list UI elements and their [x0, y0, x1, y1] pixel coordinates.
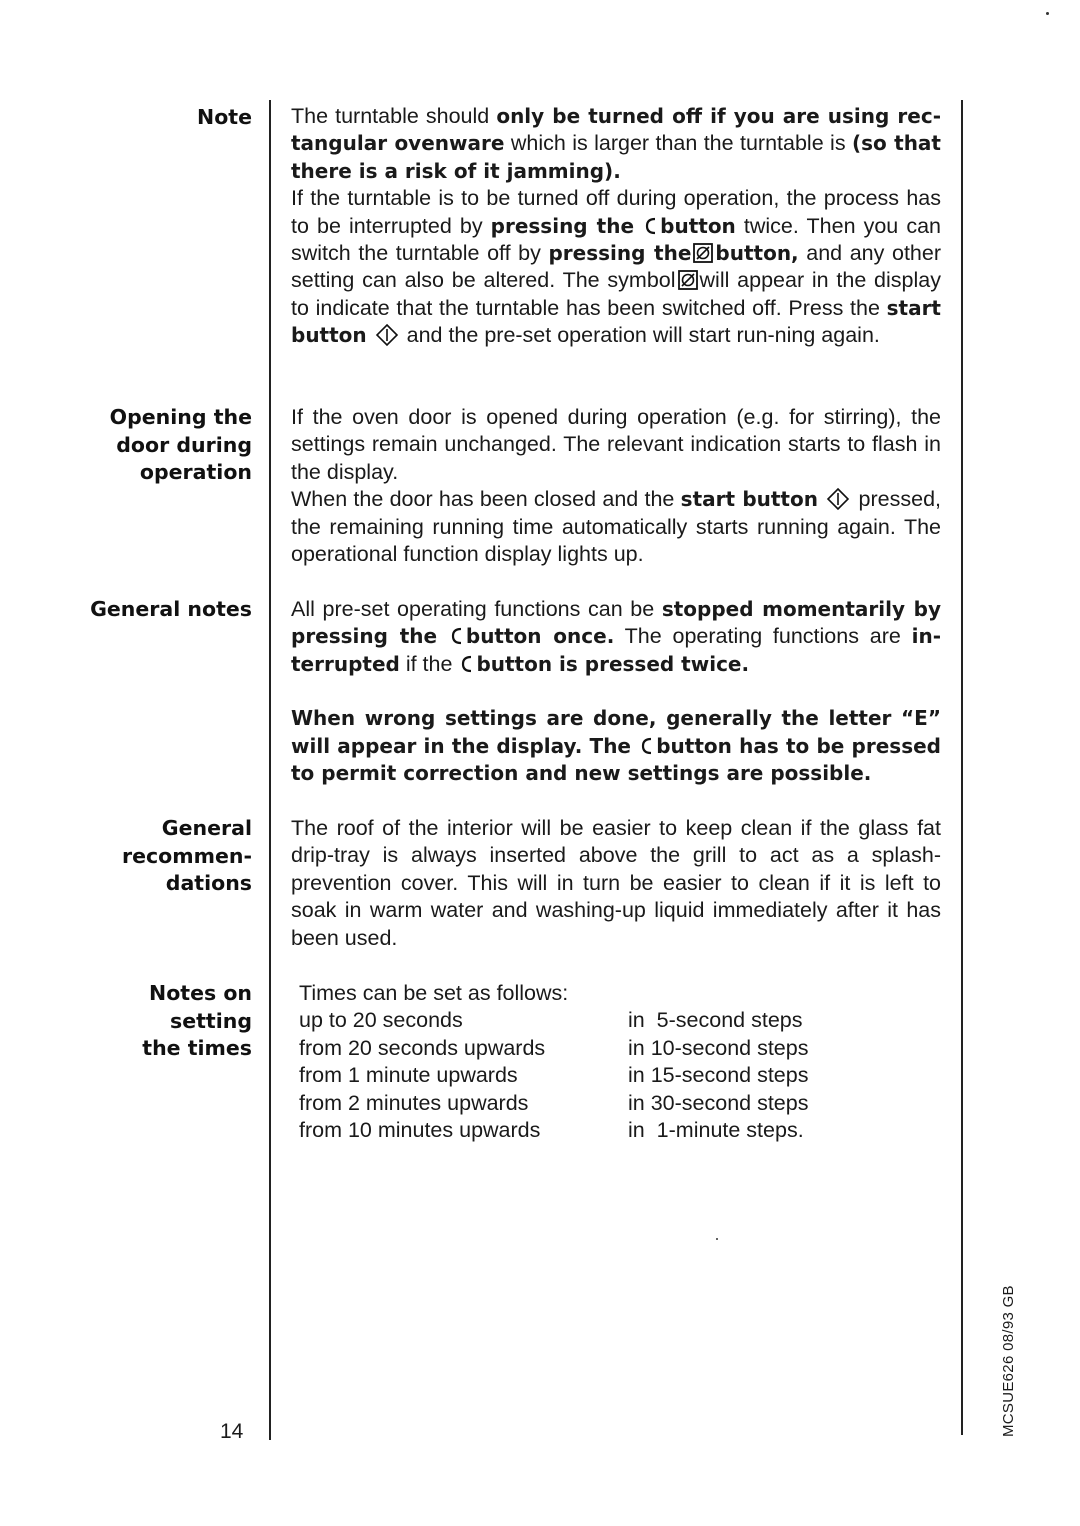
right-margin-rule	[961, 100, 963, 1435]
document-code: MCSUE626 08/93 GB	[1000, 1285, 1017, 1437]
turntable-off-icon	[693, 243, 713, 263]
clear-c-button-icon	[461, 654, 473, 674]
heading-general-notes: General notes	[90, 597, 252, 621]
note-paragraph-2: If the turntable is to be turned off during operation, the process has to be interrupted by pressing the button twice. Then you can switch the turntable off by pressing the button, and any other setting can also be altered. The symbol will appear in the display to indicate that the turntable has been switched off. Press the start button and the pre-set operation will start run-ning again.	[291, 186, 942, 348]
time-step-row: from 2 minutes upwards in 30-second steps	[299, 1090, 809, 1115]
general-notes-paragraph-1: All pre-set operating functions can be stopped momentarily by pressing the button once. The operating functions are in-terrupted if the button is pressed twice.	[291, 597, 941, 676]
start-button-icon	[826, 487, 850, 511]
door-paragraph-1: If the oven door is opened during operation (e.g. for stirring), the settings remain unchanged. The relevant indication starts to flash in the display.	[291, 405, 941, 484]
heading-note: Note	[197, 105, 252, 129]
left-column-rule	[269, 100, 271, 1440]
time-step-row: from 1 minute upwards in 15-second steps	[299, 1063, 809, 1088]
heading-opening-door: Opening the door during operation	[109, 405, 252, 484]
door-paragraph-2: When the door has been closed and the start button pressed, the remaining running time automatically starts running again. The operational function display lights up.	[291, 487, 941, 567]
door-body	[291, 404, 941, 568]
scan-speck	[716, 1238, 718, 1240]
recommendations-body	[291, 815, 941, 952]
page-number: 14	[220, 1420, 244, 1443]
start-button-icon	[375, 323, 399, 347]
time-steps-table	[299, 980, 808, 1144]
heading-notes-on-times: Notes on setting the times	[142, 981, 252, 1060]
note-paragraph-1: The turntable should only be turned off if you are using rec-tangular ovenware which is larger than the turntable is (so that there is a risk of it jamming).	[291, 104, 942, 183]
clear-c-button-icon	[645, 216, 657, 236]
heading-general-recommendations: General recommen- dations	[122, 816, 252, 895]
general-notes-paragraph-2: When wrong settings are done, generally the letter “E” will appear in the display. The button has to be pressed to permit correction and new settings are possible.	[291, 706, 941, 786]
scan-speck	[1046, 12, 1049, 15]
clear-c-button-icon	[641, 736, 653, 756]
turntable-off-symbol-icon	[678, 270, 698, 290]
general-notes-body	[291, 596, 941, 787]
note-body	[291, 103, 941, 350]
recommendations-paragraph: The roof of the interior will be easier to keep clean if the glass fat drip-tray is always inserted above the grill to act as a splash-prevention cover. This will in turn be easier to clean if it is left to soak in warm water and washing-up liquid immediately after it has been used.	[291, 816, 941, 950]
time-step-row: from 20 seconds upwards in 10-second steps	[299, 1035, 809, 1060]
time-step-row: from 10 minutes upwards in 1-minute steps.	[299, 1118, 804, 1143]
times-intro: Times can be set as follows:	[299, 981, 569, 1005]
time-step-row: up to 20 seconds in 5-second steps	[299, 1008, 803, 1033]
clear-c-button-icon	[451, 626, 463, 646]
